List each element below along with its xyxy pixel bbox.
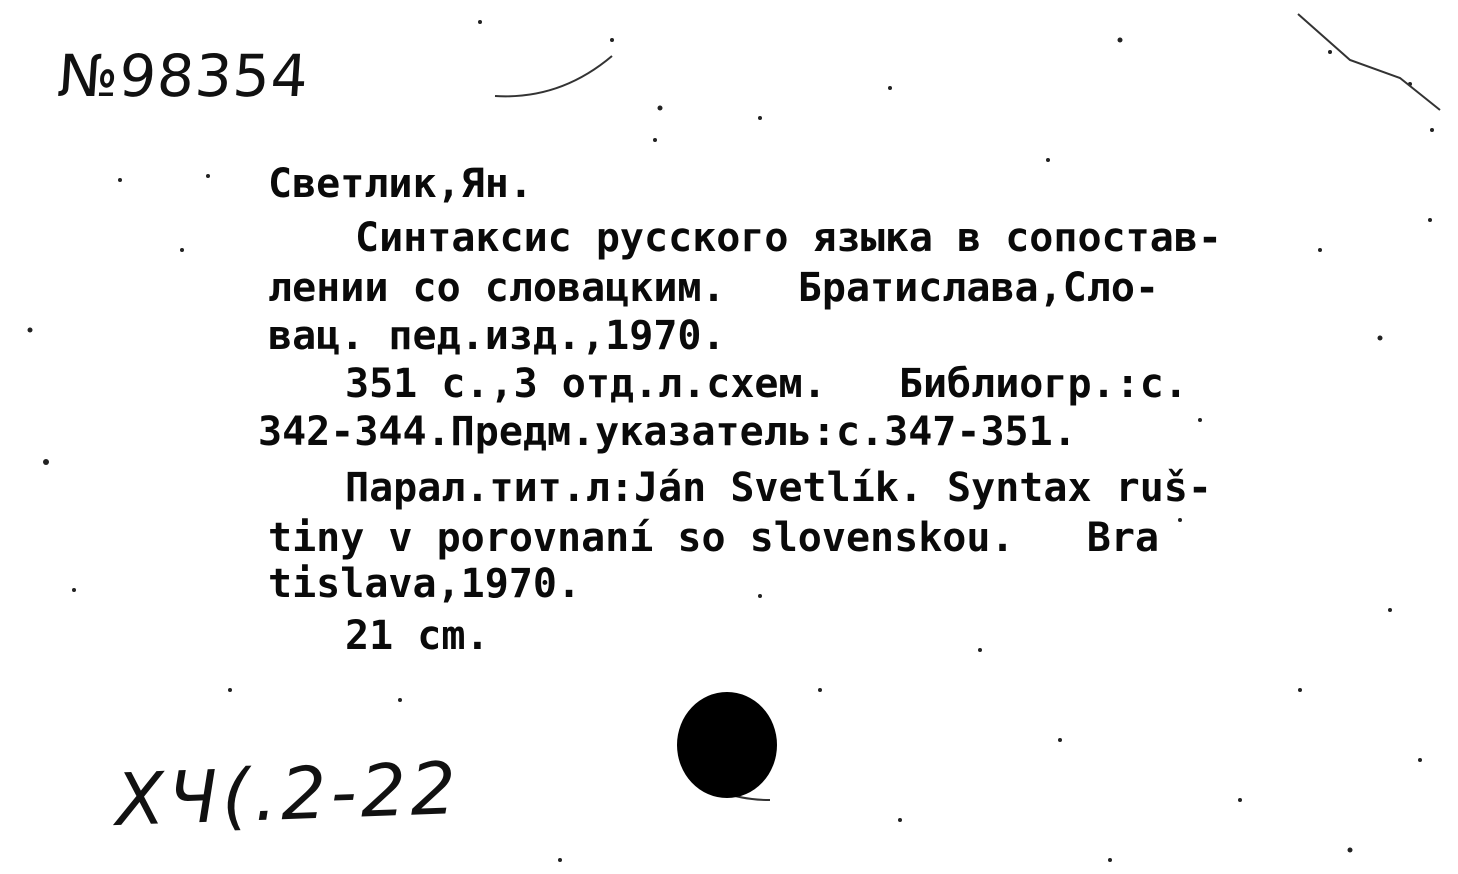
collation-line-1: 351 с.,3 отд.л.схем. Библиогр.:с.: [345, 361, 1188, 407]
accession-number: №98354: [55, 42, 312, 110]
author-heading: Светлик,Ян.: [268, 161, 533, 207]
parallel-title-line-2: tiny v porovnaní so slovenskou. Bra: [268, 515, 1160, 561]
parallel-title-line-3: tislava,1970.: [268, 561, 582, 607]
shelfmark-code: XЧ(.2-22: [113, 746, 462, 842]
publisher-line: вац. пед.изд.,1970.: [268, 313, 726, 359]
punch-hole: [677, 692, 777, 798]
collation-line-2: 342-344.Предм.указатель:с.347-351.: [258, 409, 1077, 455]
title-line-2: лении со словацким. Братислава,Сло-: [268, 265, 1160, 311]
size-line: 21 cm.: [345, 613, 490, 659]
parallel-title-line-1: Парал.тит.л:Ján Svetlík. Syntax ruš-: [345, 465, 1212, 511]
title-line-1: Синтаксис русского языка в сопостав-: [355, 215, 1222, 261]
